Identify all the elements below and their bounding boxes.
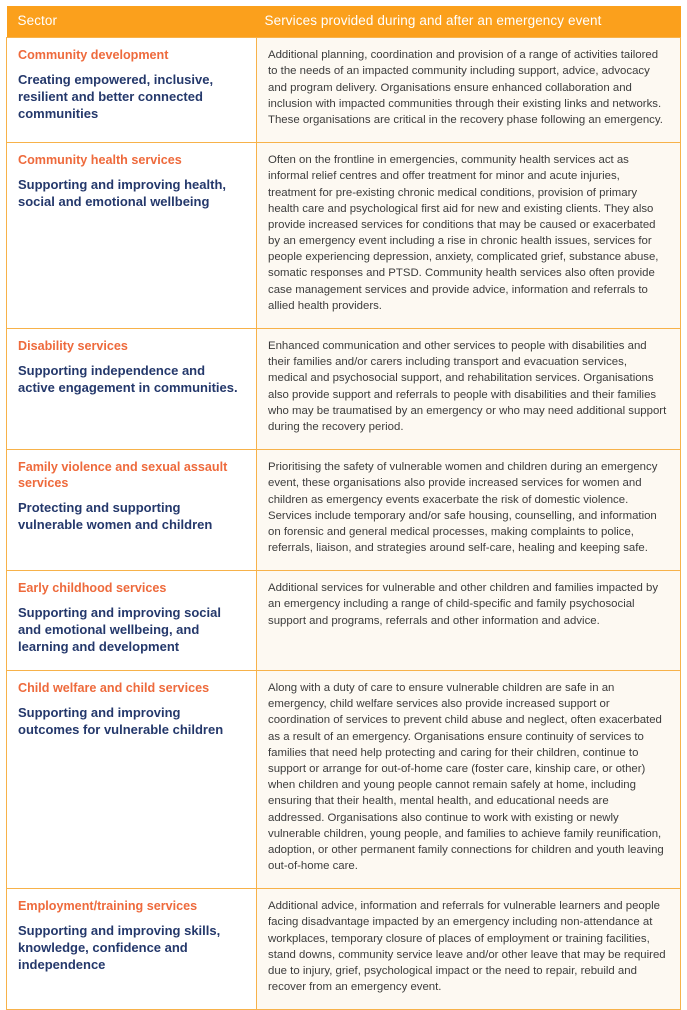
table-body bbox=[7, 38, 681, 1010]
services-cell bbox=[257, 450, 681, 571]
services-cell bbox=[257, 671, 681, 889]
sector-title: Community health services bbox=[18, 153, 182, 168]
services-description: Additional planning, coordination and provision of a range of activities tailored to the needs of an impacted community including support, advice, advocacy and program delivery. Organisations ensure enhanced collaboration and inclusion with impacted communities through their existing links and networks. These organisations are critical in the recovery phase following an emergency. bbox=[268, 49, 663, 126]
services-cell bbox=[257, 329, 681, 450]
services-description: Often on the frontline in emergencies, community health services act as informal relief centres and offer treatment for minor and acute injuries, treatment for pre-existing chronic medical conditions, provision of primary health care and psychological first aid for new and existing clients. They also provide increased services for conditions that may be caused or exacerbated by an emergency event including a rise in chronic health issues, services for people experiencing depression, anxiety, complicated grief, substance abuse, somatic responses and PTSD. Community health services also often provide case management services and provide advice, information and referrals to allied health providers. bbox=[268, 154, 659, 312]
sector-subtitle: Supporting independence and active engagement in communities. bbox=[18, 363, 238, 395]
sector-cell bbox=[7, 571, 257, 671]
table-row bbox=[7, 143, 681, 329]
services-cell bbox=[257, 143, 681, 329]
sector-services-table bbox=[6, 6, 681, 1010]
sector-subtitle: Supporting and improving outcomes for vulnerable children bbox=[18, 705, 224, 738]
sector-title: Disability services bbox=[18, 339, 128, 353]
services-cell bbox=[257, 571, 681, 671]
services-description: Along with a duty of care to ensure vulnerable children are safe in an emergency, child welfare services also provide increased support or coordination of services to prevent child abuse and neglect, often exacerbated as a result of an emergency. Organisations ensure continuity of services to families that need help protecting and caring for their children, continue to support or arrange for out-of-home care (foster care, kinship care, or other) when children and young people cannot remain safely at home, including ensuring that their health, mental health, and educational needs are addressed. Organisations also continue to work with existing or newly vulnerable children, young people, and families to achieve family reunification, adoption, or other permanent family connections for children and youth leaving out-of-home care. bbox=[268, 682, 664, 873]
column-header-services: Services provided during and after an emergency event bbox=[257, 6, 681, 38]
sector-title: Early childhood services bbox=[18, 581, 167, 596]
sector-subtitle: Creating empowered, inclusive, resilient and better connected communities bbox=[18, 72, 214, 122]
table-row bbox=[7, 889, 681, 1010]
sector-title: Family violence and sexual assault services bbox=[18, 460, 228, 491]
services-description: Additional advice, information and referrals for vulnerable learners and people facing disadvantage impacted by an emergency including non-attendance at workplaces, temporary closure of places of employment or training facilities, stand downs, community service leave and/or other leave that may be required due to injury, grief, psychological impact or the need to repair, rebuild and recover from an emergency event. bbox=[268, 900, 666, 994]
sector-subtitle: Supporting and improving health, social and emotional wellbeing bbox=[18, 177, 226, 210]
sector-subtitle: Supporting and improving social and emotional wellbeing, and learning and development bbox=[18, 605, 221, 655]
sector-cell bbox=[7, 450, 257, 571]
sector-title: Community development bbox=[18, 48, 169, 63]
table-row bbox=[7, 571, 681, 671]
table-row bbox=[7, 329, 681, 450]
sector-cell bbox=[7, 143, 257, 329]
table-row bbox=[7, 38, 681, 143]
table-row bbox=[7, 450, 681, 571]
sector-cell bbox=[7, 329, 257, 450]
services-cell bbox=[257, 38, 681, 143]
sector-subtitle: Supporting and improving skills, knowledge, confidence and independence bbox=[18, 923, 221, 973]
services-description: Prioritising the safety of vulnerable women and children during an emergency event, these organisations also provide increased services for women and children as emergency events exacerbate the risk of domestic violence. Services include temporary and/or safe housing, counselling, and information on forensic and general medical processes, making complaints to police, referrals, liaison, and strategies around self-care, healing and keeping safe. bbox=[268, 461, 658, 555]
sector-title: Employment/training services bbox=[18, 899, 198, 914]
table-row bbox=[7, 671, 681, 889]
services-description: Additional services for vulnerable and other children and families impacted by an emergency including a range of child-specific and family psychosocial support and programs, referrals and other information and advice. bbox=[268, 582, 659, 627]
sector-cell bbox=[7, 889, 257, 1010]
table-header bbox=[7, 6, 681, 38]
sector-cell bbox=[7, 38, 257, 143]
column-header-sector: Sector bbox=[7, 6, 257, 38]
sector-subtitle: Protecting and supporting vulnerable women and children bbox=[18, 500, 213, 533]
sector-cell bbox=[7, 671, 257, 889]
sector-title: Child welfare and child services bbox=[18, 681, 210, 696]
table-header-row bbox=[7, 6, 681, 38]
services-description: Enhanced communication and other services to people with disabilities and their families and/or carers including transport and evacuation services, medical and psychosocial support, and rehabilitation services. Organisations also provide support and referrals to people with disabilities and their families who may be traumatised by an emergency or who may need additional support during the recovery period. bbox=[268, 340, 667, 433]
services-cell bbox=[257, 889, 681, 1010]
